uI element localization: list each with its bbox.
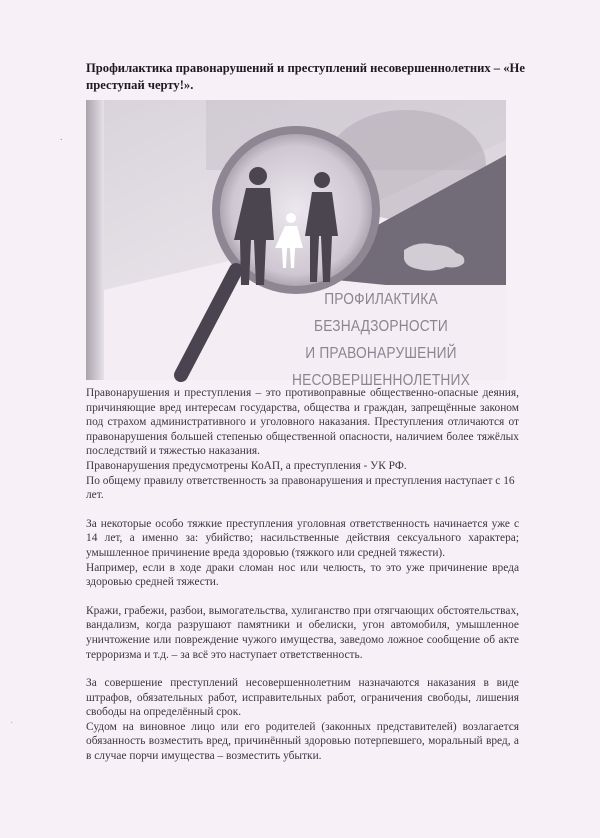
scan-mark: . (60, 132, 63, 143)
article-body (86, 386, 519, 764)
banner-line-3: НЕСОВЕРШЕННОЛЕТНИХ (292, 372, 470, 389)
banner-line-2: И ПРАВОНАРУШЕНИЙ (305, 345, 457, 362)
paragraph-age-14: За некоторые особо тяжкие преступления уголовная ответственность начинается уже с 14 лет, а именно за: убийство; насильственные действия сексуального характера; умышленное причинение вреда здоровью (тяжкого или средней тяжести). (86, 517, 519, 559)
left-strip (86, 100, 104, 380)
paragraph-codes: Правонарушения предусмотрены КоАП, а преступления - УК РФ. (86, 459, 407, 472)
paragraph-example: Например, если в ходе драки сломан нос или челюсть, то это уже причинение вреда здоровью средней тяжести. (86, 561, 519, 589)
banner-line-1: ПРОФИЛАКТИКА БЕЗНАДЗОРНОСТИ (314, 291, 448, 335)
hero-banner-text (274, 286, 489, 394)
paragraph-offences-list: Кражи, грабежи, разбои, вымогательства, хулиганство при отягчающих обстоятельствах, вандализм, когда разрушают памятники и обелиски, угон автомобиля, умышленное уничтожение или повреждение чужого имущества, заведомо ложное сообщение об акте терроризма и т.д. – за всё это наступает ответственность. (86, 604, 519, 661)
paragraph-compensation: Судом на виновное лицо или его родителей (законных представителей) возлагается обязанность возместить вред, причинённый здоровью потерпевшего, моральный вред, а в случае порчи имущества – возместить убытки. (86, 720, 519, 763)
paragraph-punishments: За совершение преступлений несовершеннолетним назначаются наказания в виде штрафов, обязательных работ, исправительных работ, ограничения свободы, лишения свободы на определённый срок. (86, 677, 519, 719)
paragraph-age-16: По общему правилу ответственность за правонарушения и преступления наступает с 16 лет. (86, 474, 515, 502)
paragraph-definition: Правонарушения и преступления – это противоправные общественно-опасные деяния, причиняющие вред интересам государства, общества и граждан, запрещённые законом под страхом административного и уголовного наказания. Преступления отличаются от правонарушения большей степенью общественной опасности, наличием более тяжёлых последствий и тяжестью наказания. (86, 387, 519, 458)
hero-illustration (86, 100, 506, 389)
scan-mark: · (10, 718, 14, 729)
page-title: Профилактика правонарушений и преступлений несовершеннолетних – «Не преступай черту!». (86, 61, 525, 92)
